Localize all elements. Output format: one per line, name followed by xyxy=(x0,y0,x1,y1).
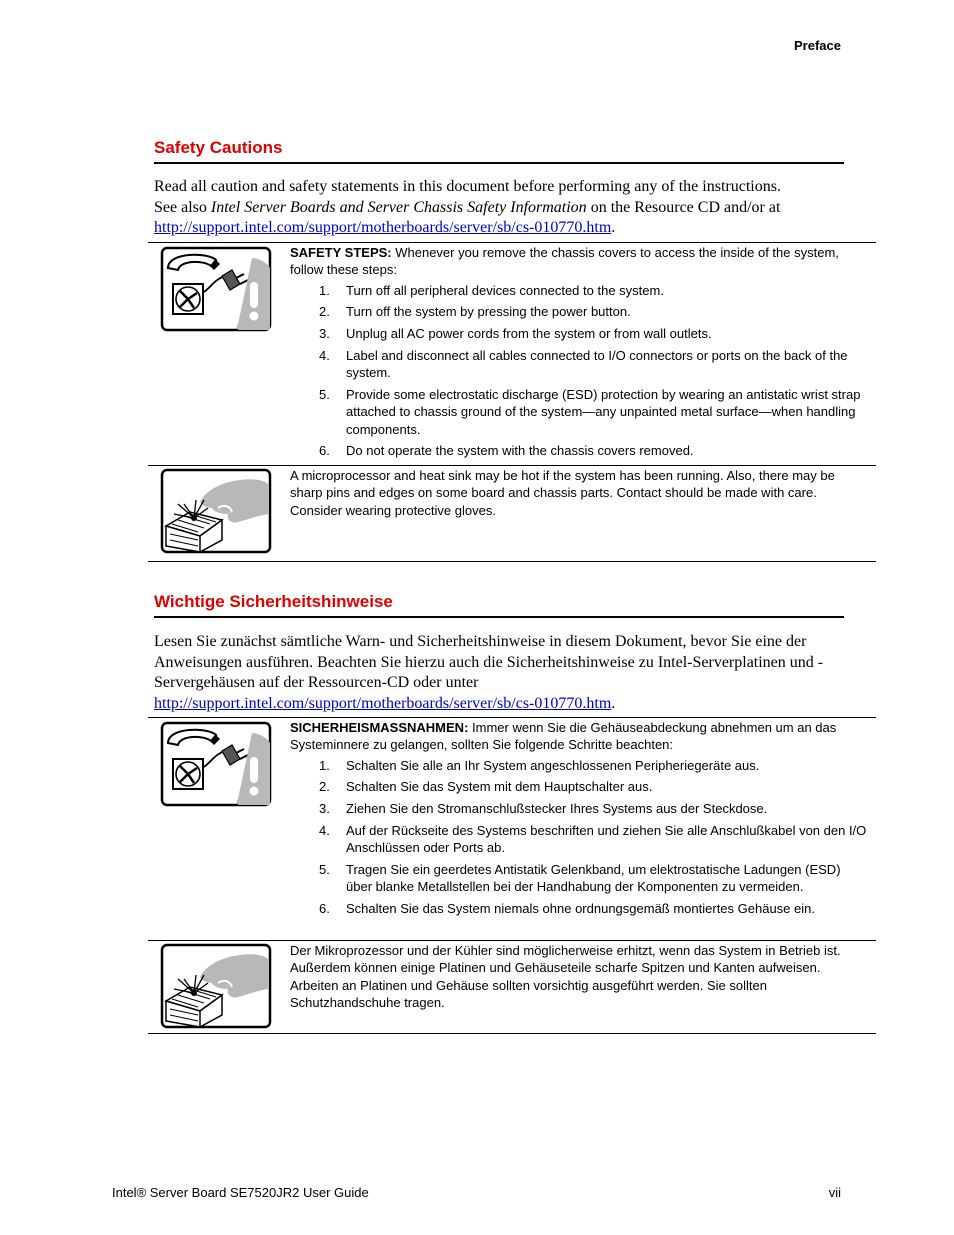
list-item-text: Auf der Rückseite des Systems beschriften und ziehen Sie alle Anschlußkabel von den I/O Anschlüssen oder Ports ab. xyxy=(346,822,867,856)
safety-steps-lead: SAFETY STEPS: xyxy=(290,245,392,260)
list-item-number: 4. xyxy=(319,347,330,363)
list-item-number: 4. xyxy=(319,822,330,838)
list-item-text: Schalten Sie das System niemals ohne ordnungsgemäß montiertes Gehäuse ein. xyxy=(346,901,815,917)
list-item xyxy=(290,282,870,299)
list-item-number: 6. xyxy=(319,443,330,459)
list-item-number: 5. xyxy=(319,387,330,403)
list-item xyxy=(290,325,870,342)
list-item-number: 3. xyxy=(319,801,330,817)
list-item xyxy=(290,900,870,917)
list-item xyxy=(290,386,870,438)
link-period: . xyxy=(611,694,616,712)
list-item-text: Ziehen Sie den Stromanschlußstecker Ihres Systems aus der Steckdose. xyxy=(346,801,768,817)
list-item-number: 2. xyxy=(319,779,330,795)
sicherheitsmassnahmen-text xyxy=(290,719,870,922)
list-item xyxy=(290,303,870,320)
support-link[interactable]: http://support.intel.com/support/motherboards/server/sb/cs-010770.htm xyxy=(154,694,612,712)
list-item-text: Do not operate the system with the chassis covers removed. xyxy=(346,443,694,459)
list-item xyxy=(290,778,870,795)
support-link[interactable]: http://support.intel.com/support/motherboards/server/sb/cs-010770.htm xyxy=(154,219,612,236)
list-item xyxy=(290,757,870,774)
list-item xyxy=(290,800,870,817)
list-item-number: 1. xyxy=(319,757,330,773)
safety-steps-text xyxy=(290,244,870,464)
caution-box-safety-steps xyxy=(148,242,876,466)
see-also-suffix: on the Resource CD and/or at xyxy=(586,198,781,216)
sicherheitsmassnahmen-lead: SICHERHEISMASSNAHMEN: xyxy=(290,720,469,735)
heisse-komponenten-text: Der Mikroprozessor und der Kühler sind möglicherweise erhitzt, wenn das System in Betrieb ist. Außerdem können einige Platinen und Gehäuseteile scharfe Spitzen und Kanten aufweisen. Arbeiten an Platinen und Gehäuse sollten vorsichtig ausgeführt werden. Sie sollten Schutzhandschuhe tragen. xyxy=(290,943,841,1010)
running-header: Preface xyxy=(794,38,841,53)
list-item-text: Tragen Sie ein geerdetes Antistatik Gelenkband, um elektrostatische Ladungen (ESD) über blanke Metallstellen bei der Handhabung der Komponenten zu vermeiden. xyxy=(346,862,841,895)
list-item-number: 2. xyxy=(319,304,330,320)
section-title-sicherheitshinweise: Wichtige Sicherheitshinweise xyxy=(154,592,844,618)
list-item-text: Turn off all peripheral devices connected to the system. xyxy=(346,282,664,298)
list-item-text: Provide some electrostatic discharge (ESD) protection by wearing an antistatic wrist strap attached to chassis ground of the system—any unpainted metal surface—when handling components. xyxy=(346,387,861,437)
sicherheitsmassnahmen-intro: Immer wenn Sie die Gehäuseabdeckung abnehmen um an das Systeminnere zu gelangen, sollten Sie folgende Schritte beachten: xyxy=(290,720,837,753)
list-item-text: Label and disconnect all cables connected to I/O connectors or ports on the back of the system. xyxy=(346,347,848,381)
footer-document-title: Intel® Server Board SE7520JR2 User Guide xyxy=(112,1185,369,1200)
list-item-text: Unplug all AC power cords from the system or from wall outlets. xyxy=(346,326,712,342)
list-item-number: 3. xyxy=(319,326,330,342)
list-item xyxy=(290,442,870,459)
hot-heatsink-warning-icon xyxy=(160,468,274,554)
list-item-number: 6. xyxy=(319,901,330,917)
intro-paragraph-en xyxy=(154,177,844,239)
caution-box-sicherheitsmassnahmen xyxy=(148,717,876,941)
intro-text: Lesen Sie zunächst sämtliche Warn- und Sicherheitshinweise in diesem Dokument, bevor Sie eine der Anweisungen ausführen. Beachten Sie hierzu auch die Sicherheitshinweise zu Intel-Serverplatinen und -Servergehäusen auf der Ressourcen-CD oder unter xyxy=(154,633,824,691)
list-item-text: Turn off the system by pressing the power button. xyxy=(346,304,631,320)
sicherheitsmassnahmen-list xyxy=(290,757,870,918)
safety-steps-intro: Whenever you remove the chassis covers to access the inside of the system, follow these steps: xyxy=(290,245,839,278)
list-item xyxy=(290,347,870,382)
link-period: . xyxy=(611,219,616,236)
caution-box-hot-components xyxy=(148,465,876,562)
caution-box-heisse-komponenten xyxy=(148,940,876,1034)
intro-line: Read all caution and safety statements in this document before performing any of the instructions. xyxy=(154,178,781,195)
list-item-number: 5. xyxy=(319,862,330,878)
list-item-number: 1. xyxy=(319,282,330,298)
section-title-safety-cautions: Safety Cautions xyxy=(154,138,844,164)
list-item-text: Schalten Sie das System mit dem Hauptschalter aus. xyxy=(346,779,653,795)
list-item xyxy=(290,822,870,857)
intro-paragraph-de xyxy=(154,632,844,714)
power-unplug-warning-icon xyxy=(160,246,274,332)
list-item-text: Schalten Sie alle an Ihr System angeschlossenen Peripheriegeräte aus. xyxy=(346,757,760,773)
see-also-prefix: See also xyxy=(154,198,211,216)
safety-steps-list xyxy=(290,282,870,460)
footer-page-number: vii xyxy=(828,1185,841,1200)
hot-components-text: A microprocessor and heat sink may be hot if the system has been running. Also, there may be sharp pins and edges on some board and chassis parts. Contact should be made with care. Consider wearing protective gloves. xyxy=(290,468,835,518)
list-item xyxy=(290,861,870,896)
power-unplug-warning-icon xyxy=(160,721,274,807)
hot-heatsink-warning-icon xyxy=(160,943,274,1029)
see-also-document-title: Intel Server Boards and Server Chassis Safety Information xyxy=(210,198,587,216)
